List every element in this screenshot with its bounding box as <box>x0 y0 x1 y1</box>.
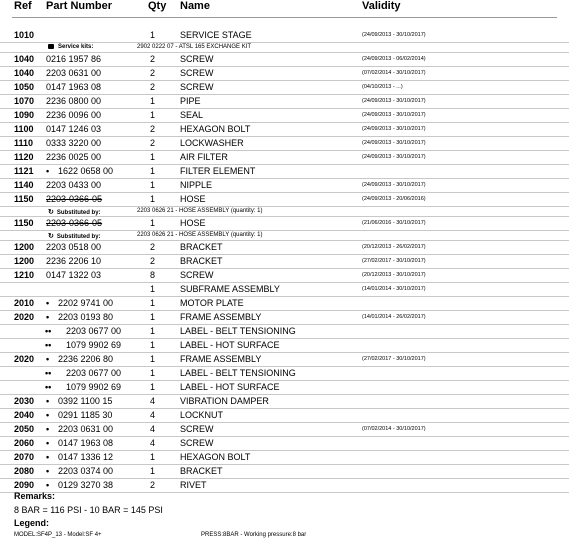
level-bullets: •• <box>45 382 52 392</box>
row-name: FILTER ELEMENT <box>180 166 256 176</box>
row-qty: 1 <box>150 382 156 392</box>
substitution-row <box>0 231 569 241</box>
row-validity: (07/02/2014 - 30/10/2017) <box>362 426 426 432</box>
table-row <box>0 367 569 381</box>
part-number[interactable]: 2203 0518 00 <box>46 242 102 252</box>
row-qty: 1 <box>150 218 156 228</box>
level-bullets: •• <box>45 326 52 336</box>
table-row <box>0 109 569 123</box>
part-number[interactable]: 0392 1100 15 <box>58 396 113 406</box>
row-ref: 1040 <box>14 68 35 78</box>
level-bullets: • <box>46 312 50 322</box>
row-ref: 1120 <box>14 152 34 162</box>
part-number[interactable]: 2203 0677 00 <box>66 326 122 336</box>
part-number[interactable]: 1079 9902 69 <box>66 340 122 350</box>
parts-table <box>0 29 569 493</box>
sub-description: 2203 0626 21 - HOSE ASSEMBLY (quantity: 1) <box>137 232 263 238</box>
substituted-by-label <box>48 232 101 240</box>
table-row <box>0 241 569 255</box>
row-qty: 4 <box>150 438 156 448</box>
table-row <box>0 255 569 269</box>
sub-description: 2902 0222 07 - ATSL 165 EXCHANGE KIT <box>137 44 252 50</box>
table-row <box>0 479 569 493</box>
part-number[interactable]: 0147 1246 03 <box>46 124 102 134</box>
row-validity: (04/10/2013 - ...) <box>362 84 403 90</box>
part-number[interactable]: 0333 3220 00 <box>46 138 102 148</box>
part-number[interactable]: 2203-0366-05 <box>46 218 103 228</box>
table-row <box>0 437 569 451</box>
row-name: LABEL - BELT TENSIONING <box>180 368 296 378</box>
part-number[interactable]: 2203 0631 00 <box>46 68 102 78</box>
row-qty: 1 <box>150 96 156 106</box>
row-qty: 2 <box>150 256 156 266</box>
row-name: NIPPLE <box>180 180 213 190</box>
row-qty: 1 <box>150 466 156 476</box>
level-bullets: • <box>46 438 50 448</box>
part-number[interactable]: 0147 1963 08 <box>46 82 102 92</box>
toolbox-icon <box>48 44 54 49</box>
level-bullets: • <box>46 354 50 364</box>
row-name: SEAL <box>180 110 204 120</box>
row-qty: 2 <box>150 54 156 64</box>
row-ref: 1090 <box>14 110 35 120</box>
header-qty: Qty <box>148 0 167 12</box>
row-ref: 2020 <box>14 354 35 364</box>
row-qty: 1 <box>150 326 156 336</box>
table-row <box>0 137 569 151</box>
table-row <box>0 151 569 165</box>
row-name: PIPE <box>180 96 201 106</box>
row-qty: 1 <box>150 194 156 204</box>
row-name: HEXAGON BOLT <box>180 124 251 134</box>
table-row <box>0 81 569 95</box>
row-validity: (21/06/2016 - 30/10/2017) <box>362 220 426 226</box>
row-name: SUBFRAME ASSEMBLY <box>180 284 280 294</box>
sub-label-text: Substituted by: <box>56 210 101 216</box>
part-number[interactable]: 2236 0800 00 <box>46 96 102 106</box>
part-number[interactable]: 2203 0193 80 <box>58 312 114 322</box>
table-row <box>0 29 569 43</box>
row-validity: (24/09/2013 - 30/10/2017) <box>362 182 426 188</box>
row-name: MOTOR PLATE <box>180 298 244 308</box>
table-row <box>0 193 569 207</box>
row-qty: 2 <box>150 480 156 490</box>
row-qty: 1 <box>150 166 156 176</box>
table-row <box>0 353 569 367</box>
row-name: FRAME ASSEMBLY <box>180 312 262 322</box>
part-number[interactable]: 2236 0025 00 <box>46 152 102 162</box>
row-name: FRAME ASSEMBLY <box>180 354 262 364</box>
row-qty: 1 <box>150 284 156 294</box>
row-ref: 2040 <box>14 410 35 420</box>
row-name: SCREW <box>180 424 214 434</box>
legend-press: PRESS:8BAR - Working pressure:8 bar <box>201 532 307 538</box>
row-validity: (14/01/2014 - 30/10/2017) <box>362 286 426 292</box>
header-part-number: Part Number <box>46 0 113 12</box>
row-qty: 1 <box>150 340 156 350</box>
legend-model: MODEL:SF4P_13 - Model:SF 4+ <box>14 532 102 538</box>
row-ref: 1210 <box>14 270 35 280</box>
row-ref: 1200 <box>14 242 35 252</box>
row-qty: 1 <box>150 312 156 322</box>
row-ref: 1070 <box>14 96 35 106</box>
row-ref: 1010 <box>14 30 35 40</box>
row-name: BRACKET <box>180 466 223 476</box>
row-qty: 2 <box>150 82 156 92</box>
row-qty: 1 <box>150 180 156 190</box>
row-name: RIVET <box>180 480 207 490</box>
row-ref: 2010 <box>14 298 35 308</box>
table-row <box>0 179 569 193</box>
remarks-title: Remarks: <box>14 491 56 501</box>
row-qty: 4 <box>150 410 156 420</box>
part-number[interactable]: 2203 0677 00 <box>66 368 122 378</box>
sub-description: 2203 0626 21 - HOSE ASSEMBLY (quantity: 1) <box>137 208 263 214</box>
row-name: SERVICE STAGE <box>180 30 252 40</box>
row-qty: 1 <box>150 110 156 120</box>
row-ref: 2090 <box>14 480 35 490</box>
table-row <box>0 53 569 67</box>
row-name: BRACKET <box>180 256 223 266</box>
row-validity: (24/09/2013 - 20/06/2016) <box>362 196 426 202</box>
part-number[interactable]: 2203-0366-05 <box>46 194 103 204</box>
row-ref: 1150 <box>14 218 34 228</box>
table-row <box>0 217 569 231</box>
row-name: LABEL - BELT TENSIONING <box>180 326 296 336</box>
row-qty: 8 <box>150 270 156 280</box>
row-validity: (24/09/2013 - 30/10/2017) <box>362 154 426 160</box>
row-validity: (24/09/2013 - 06/02/2014) <box>362 56 426 62</box>
row-ref: 2080 <box>14 466 35 476</box>
row-name: HOSE <box>180 218 206 228</box>
row-ref: 1121 <box>14 166 34 176</box>
row-qty: 1 <box>150 152 156 162</box>
table-row <box>0 423 569 437</box>
level-bullets: • <box>46 396 50 406</box>
row-validity: (27/02/2017 - 30/10/2017) <box>362 258 426 264</box>
part-number[interactable]: 1079 9902 69 <box>66 382 122 392</box>
row-qty: 2 <box>150 68 156 78</box>
row-ref: 1140 <box>14 180 34 190</box>
substituted-by-label <box>48 208 101 216</box>
table-row <box>0 95 569 109</box>
part-number[interactable]: 2203 0374 00 <box>58 466 114 476</box>
row-name: AIR FILTER <box>180 152 228 162</box>
row-qty: 1 <box>150 354 156 364</box>
part-number[interactable]: 0147 1336 12 <box>58 452 114 462</box>
row-ref: 2030 <box>14 396 35 406</box>
table-row <box>0 123 569 137</box>
row-qty: 1 <box>150 368 156 378</box>
sub-label-text: Substituted by: <box>56 234 101 240</box>
service-kit-row <box>0 43 569 53</box>
table-row <box>0 311 569 325</box>
level-bullets: • <box>46 466 50 476</box>
row-qty: 2 <box>150 138 156 148</box>
table-row <box>0 297 569 311</box>
row-validity: (07/02/2014 - 30/10/2017) <box>362 70 426 76</box>
level-bullets: • <box>46 298 50 308</box>
row-validity: (20/12/2013 - 30/10/2017) <box>362 272 426 278</box>
level-bullets: • <box>46 424 50 434</box>
part-number[interactable]: 0216 1957 86 <box>46 54 102 64</box>
substitute-arrows-icon: ↻ <box>48 209 54 216</box>
row-name: SCREW <box>180 270 214 280</box>
part-number[interactable]: 2236 0096 00 <box>46 110 102 120</box>
legend-title: Legend: <box>14 518 49 528</box>
table-row <box>0 465 569 479</box>
header-name: Name <box>180 0 210 12</box>
row-ref: 1150 <box>14 194 34 204</box>
table-header <box>0 0 569 16</box>
row-name: SCREW <box>180 438 214 448</box>
header-validity: Validity <box>362 0 401 12</box>
table-row <box>0 283 569 297</box>
row-ref: 2070 <box>14 452 35 462</box>
row-validity: (14/01/2014 - 26/02/2017) <box>362 314 426 320</box>
table-row <box>0 451 569 465</box>
part-number[interactable]: 0129 3270 38 <box>58 480 114 490</box>
substitution-row <box>0 207 569 217</box>
row-validity: (24/09/2013 - 30/10/2017) <box>362 32 426 38</box>
row-name: LABEL - HOT SURFACE <box>180 382 280 392</box>
row-ref: 1040 <box>14 54 35 64</box>
level-bullets: • <box>46 452 50 462</box>
part-number[interactable]: 2202 9741 00 <box>58 298 114 308</box>
row-validity: (24/09/2013 - 30/10/2017) <box>362 98 426 104</box>
part-number[interactable]: 2236 2206 10 <box>46 256 102 266</box>
level-bullets: • <box>46 410 50 420</box>
row-validity: (24/09/2013 - 30/10/2017) <box>362 140 426 146</box>
table-row <box>0 381 569 395</box>
remarks-text: 8 BAR = 116 PSI - 10 BAR = 145 PSI <box>14 505 163 515</box>
row-name: SCREW <box>180 68 214 78</box>
row-qty: 1 <box>150 452 156 462</box>
part-number[interactable]: 0147 1322 03 <box>46 270 102 280</box>
row-validity: (27/02/2017 - 30/10/2017) <box>362 356 426 362</box>
row-ref: 2060 <box>14 438 35 448</box>
row-qty: 1 <box>150 30 156 40</box>
row-validity: (24/09/2013 - 30/10/2017) <box>362 126 426 132</box>
row-ref: 2050 <box>14 424 35 434</box>
row-ref: 1110 <box>14 138 34 148</box>
row-validity: (20/12/2013 - 26/02/2017) <box>362 244 426 250</box>
table-row <box>0 325 569 339</box>
level-bullets: •• <box>45 368 52 378</box>
part-number[interactable]: 2203 0631 00 <box>58 424 114 434</box>
table-row <box>0 395 569 409</box>
table-row <box>0 409 569 423</box>
row-name: SCREW <box>180 54 214 64</box>
part-number[interactable]: 0147 1963 08 <box>58 438 114 448</box>
level-bullets: • <box>46 480 50 490</box>
row-name: VIBRATION DAMPER <box>180 396 269 406</box>
row-ref: 1200 <box>14 256 35 266</box>
part-number[interactable]: 0291 1185 30 <box>58 410 113 420</box>
row-qty: 4 <box>150 424 156 434</box>
substitute-arrows-icon: ↻ <box>48 233 54 240</box>
row-ref: 1100 <box>14 124 34 134</box>
row-validity: (24/09/2013 - 30/10/2017) <box>362 112 426 118</box>
table-row <box>0 67 569 81</box>
part-number[interactable]: 2236 2206 80 <box>58 354 114 364</box>
level-bullets: • <box>46 166 50 176</box>
level-bullets: •• <box>45 340 52 350</box>
row-qty: 2 <box>150 124 156 134</box>
row-name: LABEL - HOT SURFACE <box>180 340 280 350</box>
header-ref: Ref <box>14 0 32 12</box>
part-number[interactable]: 2203 0433 00 <box>46 180 102 190</box>
service-kit-label <box>48 44 93 50</box>
table-row <box>0 339 569 353</box>
part-number[interactable]: 1622 0658 00 <box>58 166 114 176</box>
row-name: LOCKNUT <box>180 410 224 420</box>
row-ref: 1050 <box>14 82 35 92</box>
row-qty: 1 <box>150 298 156 308</box>
row-name: BRACKET <box>180 242 223 252</box>
row-name: SCREW <box>180 82 214 92</box>
table-row <box>0 165 569 179</box>
row-name: HEXAGON BOLT <box>180 452 251 462</box>
header-divider <box>12 17 557 18</box>
row-qty: 4 <box>150 396 156 406</box>
sub-label-text: Service kits: <box>58 44 94 51</box>
row-name: LOCKWASHER <box>180 138 244 148</box>
row-name: HOSE <box>180 194 206 204</box>
row-ref: 2020 <box>14 312 35 322</box>
table-row <box>0 269 569 283</box>
row-qty: 2 <box>150 242 156 252</box>
